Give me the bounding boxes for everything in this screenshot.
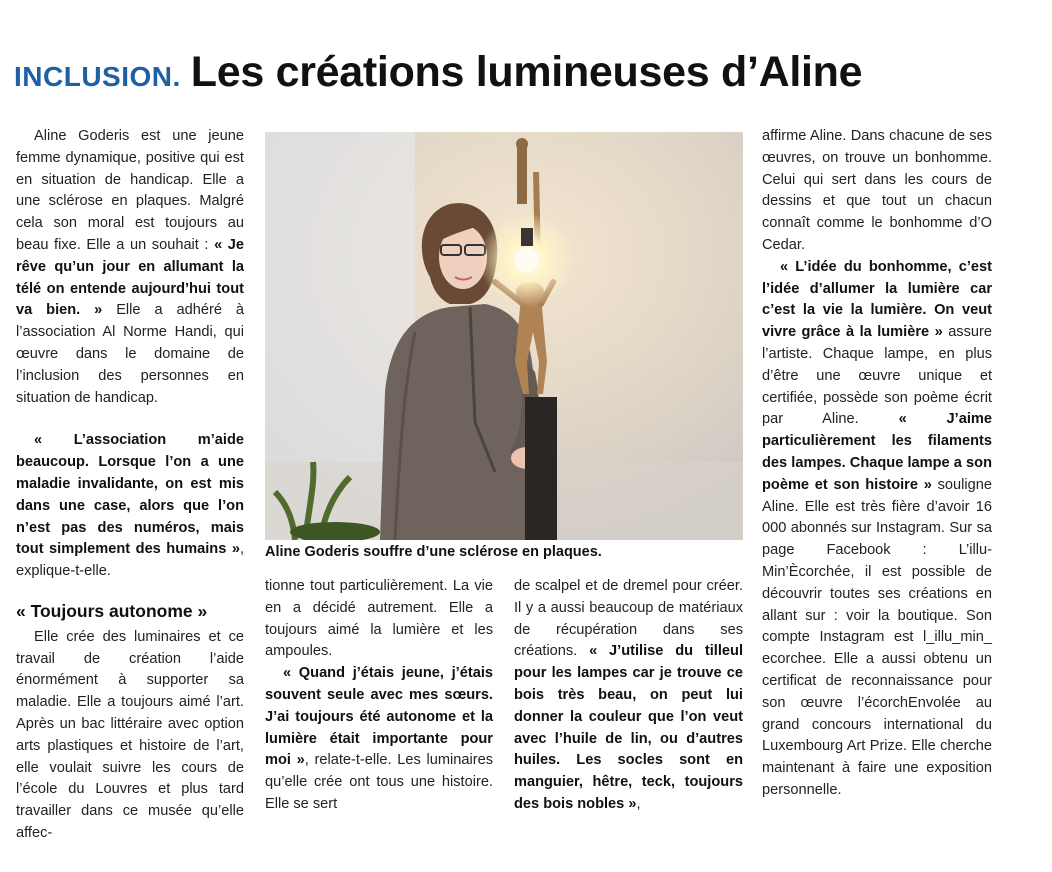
paragraph xyxy=(762,257,992,802)
text-run: Elle a adhéré à l’association Al Norme Handi, qui œuvre dans le domaine de l’inclusion des personnes en situation de handicap. xyxy=(16,302,244,406)
text-run: , relate-t-elle. Les luminaires qu’elle crée ont tous une histoire. Elle se sert xyxy=(265,752,493,812)
article-column-2 xyxy=(265,576,493,816)
text-run: souligne Aline. Elle est très fière d’avoir 16 000 abonnés sur Instagram. Sur sa page Facebook : L’illu-Min’Ècorchée, il est possible de découvrir toutes ses créations en allant sur : voir la boutique. Son compte Instagram est l_illu_min_ ecorchee. Elle a aussi obtenu un certificat de reconnaissance pour son œuvre l’écorchEnvolée au grand concours international du Luxembourg Art Prize. Elle cherche maintenant à faire une exposition personnelle. xyxy=(762,476,992,798)
text-run: Aline Goderis est une jeune femme dynamique, positive qui est en situation de handicap. Elle a une sclérose en plaques. Malgré cela son moral est toujours au beau fixe. Elle a un souhait : xyxy=(16,128,244,253)
quote-run: « Je rêve qu’un jour en allumant la télé on entende aujourd’hui tout va bien. » xyxy=(16,236,244,319)
text-run: de scalpel et de dremel pour créer. Il y a aussi beaucoup de matériaux de récupération dans ses créations. xyxy=(514,578,743,660)
quote-run: « L’association m’aide beaucoup. Lorsque l’on a une maladie invalidante, on est mis dans une case, alors que l’on n’est pas des numéros, mais tout simplement des humains » xyxy=(16,432,244,558)
article-column-4 xyxy=(762,126,992,802)
article-title: Les créations lumineuses d’Aline xyxy=(190,48,863,96)
paragraph xyxy=(16,430,244,583)
text-run: , explique-t-elle. xyxy=(16,541,244,580)
paragraph xyxy=(265,663,493,816)
quote-run: « J’utilise du tilleul pour les lampes car je trouve ce bois très beau, on peut lui donner la couleur que l’on veut avec l’huile de lin, ou d’autres huiles. Les socles sont en manguier, hêtre, teck, toujours des bois nobles » xyxy=(514,643,744,812)
article-column-1 xyxy=(16,126,244,845)
section-kicker: INCLUSION. xyxy=(14,61,181,92)
article-photo xyxy=(265,132,743,540)
article-column-3 xyxy=(514,576,743,816)
paragraph: affirme Aline. Dans chacune de ses œuvres, on trouve un bonhomme. Celui qui sert dans les cours de dessins et que tout un chacun connaît comme le bonhomme d’O Cedar. xyxy=(762,128,992,253)
subheading: « Toujours autonome » xyxy=(16,600,208,621)
paragraph xyxy=(16,126,244,409)
paragraph: Elle crée des luminaires et ce travail de création l’aide énormément à supporter sa maladie. Elle a toujours aimé l’art. Après un bac littéraire avec option arts plastiques et histoire de l’art, elle voulait suivre les cours de l’école du Louvres et plus tard travailler dans ce musée qu’elle affec- xyxy=(16,628,244,841)
headline xyxy=(14,48,1044,100)
quote-run: « L’idée du bonhomme, c’est l’idée d’allumer la lumière car c’est la vie la lumière. On veut vivre grâce à la lumière » xyxy=(762,258,992,341)
text-run: , xyxy=(636,795,641,812)
quote-run: « Quand j’étais jeune, j’étais souvent seule avec mes sœurs. J’ai toujours été autonome et la lumière était importante pour moi » xyxy=(265,665,493,769)
paragraph xyxy=(514,576,743,816)
text-run: assure l’artiste. Chaque lampe, en plus d’être une œuvre unique et certifiée, possède son poème écrit par Aline. xyxy=(762,324,992,428)
quote-run: « J’aime particulièrement les filaments des lampes. Chaque lampe a son poème et son histoire » xyxy=(762,411,992,493)
photo-illustration xyxy=(265,132,743,540)
paragraph: tionne tout particulièrement. La vie en a décidé autrement. Elle a toujours aimé la lumière et les ampoules. xyxy=(265,578,493,660)
photo-caption: Aline Goderis souffre d’une sclérose en plaques. xyxy=(265,544,602,560)
